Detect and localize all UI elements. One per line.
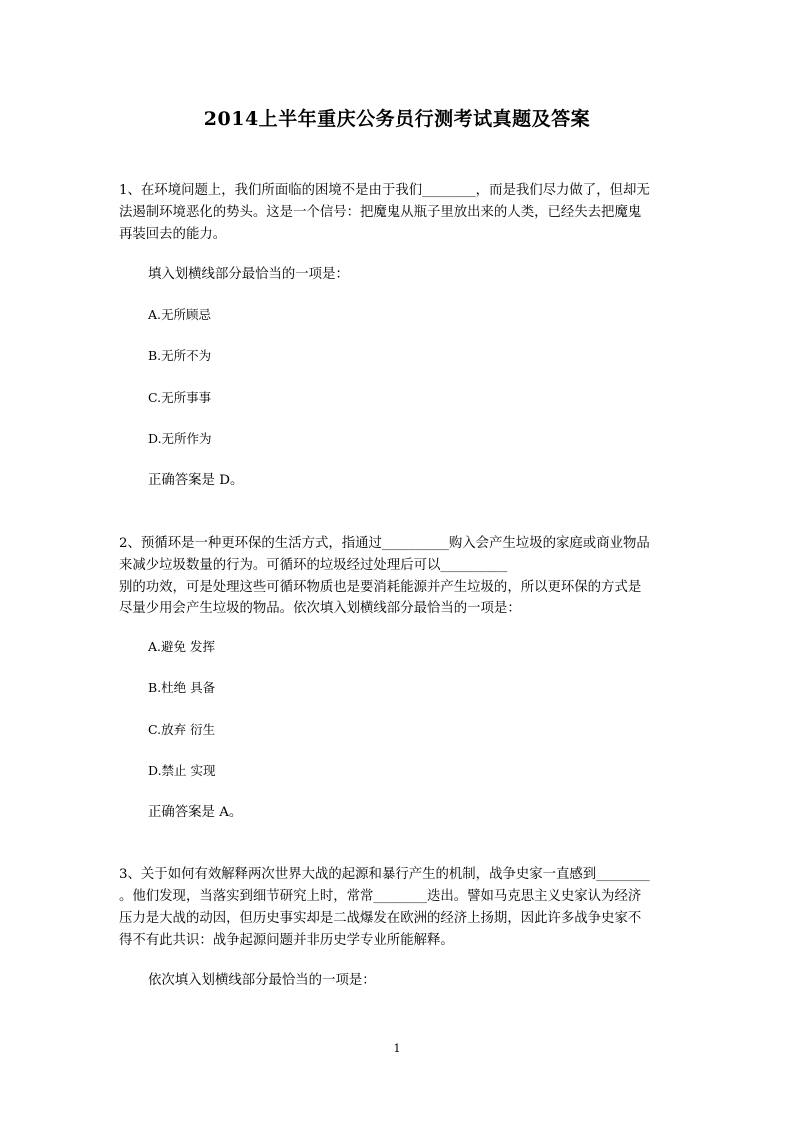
question-1-option-a: A.无所顾忌 (148, 307, 212, 322)
question-2-option-b: B.杜绝 具备 (148, 680, 216, 695)
question-1-prompt: 填入划横线部分最恰当的一项是： (148, 267, 349, 282)
question-2-option-a: A.避免 发挥 (148, 639, 215, 654)
question-1-answer: 正确答案是 D。 (148, 473, 244, 488)
question-2-option-d: D.禁止 实现 (148, 763, 216, 778)
question-3-prompt: 依次填入划横线部分最恰当的一项是： (148, 973, 376, 988)
question-1-option-d: D.无所作为 (148, 431, 212, 446)
page-number: 1 (393, 1042, 401, 1055)
question-3-line-2: 。他们发现，当落实到细节研究上时，常常________迭出。譬如马克思主义史家认为经济 (119, 889, 642, 904)
question-2-line-2: 来减少垃圾数量的行为。可循环的垃圾经过处理后可以__________ (119, 558, 508, 573)
question-1-option-c: C.无所事事 (148, 390, 212, 405)
question-2-answer: 正确答案是 A。 (148, 805, 243, 820)
question-1-option-b: B.无所不为 (148, 348, 212, 363)
question-3-line-1: 3、关于如何有效解释两次世界大战的起源和暴行产生的机制，战争史家一直感到________ (119, 867, 650, 882)
question-1-line-1: 1、在环境问题上，我们所面临的困境不是由于我们________，而是我们尽力做了，但却无 (119, 183, 650, 198)
question-2-line-3: 别的功效，可是处理这些可循环物质也是要消耗能源并产生垃圾的，所以更环保的方式是 (119, 580, 642, 595)
document-title: 2014上半年重庆公务员行测考试真题及答案 (203, 108, 591, 130)
question-2-line-4: 尽量少用会产生垃圾的物品。依次填入划横线部分最恰当的一项是： (119, 601, 521, 616)
question-3-line-4: 得不有此共识：战争起源问题并非历史学专业所能解释。 (119, 933, 454, 948)
question-1-line-2: 法遏制环境恶化的势头。这是一个信号：把魔鬼从瓶子里放出来的人类，已经失去把魔鬼 (119, 205, 642, 220)
question-1-line-3: 再装回去的能力。 (119, 227, 227, 242)
question-2-line-1: 2、预循环是一种更环保的生活方式，指通过__________购入会产生垃圾的家庭或商业物品 (119, 536, 650, 551)
question-2-option-c: C.放弃 衍生 (148, 722, 216, 737)
question-3-line-3: 压力是大战的动因，但历史事实却是二战爆发在欧洲的经济上扬期，因此许多战争史家不 (119, 911, 642, 926)
